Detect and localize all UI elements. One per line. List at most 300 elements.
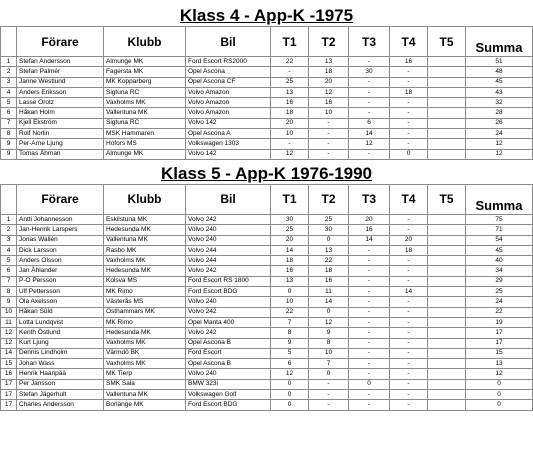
car-cell: Opel Ascona B xyxy=(186,359,271,369)
rank-cell: 4 xyxy=(1,87,17,97)
t5-cell xyxy=(428,139,466,149)
t2-cell: 12 xyxy=(309,87,349,97)
t4-cell: - xyxy=(390,348,428,358)
t3-cell: - xyxy=(349,400,390,410)
t5-cell xyxy=(428,87,466,97)
total-cell: 0 xyxy=(466,400,533,410)
t3-cell: 20 xyxy=(349,214,390,224)
section-title-klass-5: Klass 5 - App-K 1976-1990 xyxy=(160,163,373,183)
club-cell: Värmdö BK xyxy=(104,348,186,358)
t3-cell: - xyxy=(349,149,390,159)
total-cell: 12 xyxy=(466,149,533,159)
car-cell: Volvo 242 xyxy=(186,307,271,317)
car-cell: Volvo 242 xyxy=(186,328,271,338)
table-row xyxy=(1,317,533,327)
t4-cell: - xyxy=(390,77,428,87)
driver-cell: Stefan Jägerhult xyxy=(17,390,104,400)
t3-cell: 14 xyxy=(349,129,390,139)
t2-cell: 10 xyxy=(309,108,349,118)
rank-cell: 9 xyxy=(1,139,17,149)
t3-cell: 0 xyxy=(349,379,390,389)
rank-cell: 3 xyxy=(1,235,17,245)
t1-cell: 12 xyxy=(271,369,309,379)
total-cell: 0 xyxy=(466,379,533,389)
t1-header: T1 xyxy=(271,27,309,57)
car-cell: Volvo 240 xyxy=(186,369,271,379)
driver-cell: Johan Wass xyxy=(17,359,104,369)
rank-cell: 12 xyxy=(1,328,17,338)
t3-cell: 12 xyxy=(349,139,390,149)
driver-cell: Lasse Orotz xyxy=(17,98,104,108)
t3-cell: - xyxy=(349,338,390,348)
t5-cell xyxy=(428,359,466,369)
total-cell: 12 xyxy=(466,369,533,379)
t1-cell: 9 xyxy=(271,338,309,348)
rank-cell: 5 xyxy=(1,256,17,266)
table-row xyxy=(1,328,533,338)
table-row xyxy=(1,276,533,286)
t4-cell: - xyxy=(390,307,428,317)
rank-cell: 15 xyxy=(1,359,17,369)
club-cell: MK Rimo xyxy=(104,317,186,327)
results-table-klass-4 xyxy=(0,26,533,160)
t1-cell: 10 xyxy=(271,297,309,307)
total-cell: 43 xyxy=(466,87,533,97)
rank-cell: 11 xyxy=(1,317,17,327)
t4-cell: - xyxy=(390,214,428,224)
t1-cell: - xyxy=(271,67,309,77)
table-row xyxy=(1,139,533,149)
car-cell: Volvo Amazon xyxy=(186,87,271,97)
club-header: Klubb xyxy=(104,184,186,214)
club-cell: Sigtuna RC xyxy=(104,118,186,128)
table-row xyxy=(1,359,533,369)
t1-cell: 10 xyxy=(271,129,309,139)
t3-cell: 30 xyxy=(349,67,390,77)
t1-cell: 13 xyxy=(271,87,309,97)
t4-cell: - xyxy=(390,359,428,369)
t3-cell: - xyxy=(349,328,390,338)
table-row xyxy=(1,87,533,97)
t4-cell: 18 xyxy=(390,87,428,97)
t4-cell: 20 xyxy=(390,235,428,245)
summa-header: Summa xyxy=(466,184,533,214)
driver-cell: Stefan Andersson xyxy=(17,57,104,67)
t5-cell xyxy=(428,108,466,118)
driver-cell: Jonas Wallén xyxy=(17,235,104,245)
t5-cell xyxy=(428,400,466,410)
t3-cell: - xyxy=(349,359,390,369)
t3-cell: - xyxy=(349,297,390,307)
t3-cell: - xyxy=(349,57,390,67)
club-cell: Almunge MK xyxy=(104,57,186,67)
rank-cell: 4 xyxy=(1,245,17,255)
car-cell: Volvo 142 xyxy=(186,149,271,159)
table-row xyxy=(1,57,533,67)
total-cell: 51 xyxy=(466,57,533,67)
car-cell: Volkswagen 1303 xyxy=(186,139,271,149)
t3-cell: 6 xyxy=(349,118,390,128)
table-row xyxy=(1,390,533,400)
t3-cell: - xyxy=(349,348,390,358)
driver-cell: Charles Andersson xyxy=(17,400,104,410)
t5-cell xyxy=(428,276,466,286)
club-cell: MSK Hammaren xyxy=(104,129,186,139)
club-cell: MK Rimo xyxy=(104,287,186,297)
t1-cell: 30 xyxy=(271,214,309,224)
t4-cell: - xyxy=(390,379,428,389)
summa-header: Summa xyxy=(466,27,533,57)
driver-cell: Håkan Süld xyxy=(17,307,104,317)
t5-cell xyxy=(428,317,466,327)
t2-cell: 22 xyxy=(309,256,349,266)
t4-cell: - xyxy=(390,297,428,307)
driver-cell: Antti Johannesson xyxy=(17,214,104,224)
t1-cell: 0 xyxy=(271,400,309,410)
table-row xyxy=(1,256,533,266)
t1-cell: 13 xyxy=(271,276,309,286)
t2-cell: 7 xyxy=(309,359,349,369)
rank-cell: 5 xyxy=(1,98,17,108)
table-row xyxy=(1,118,533,128)
driver-cell: Per-Arne Ljung xyxy=(17,139,104,149)
t5-cell xyxy=(428,390,466,400)
club-cell: Hofors MS xyxy=(104,139,186,149)
rank-cell: 9 xyxy=(1,297,17,307)
total-cell: 28 xyxy=(466,108,533,118)
t4-cell: - xyxy=(390,108,428,118)
driver-cell: P-O Persson xyxy=(17,276,104,286)
t4-cell: 14 xyxy=(390,287,428,297)
t3-cell: - xyxy=(349,276,390,286)
t3-cell: - xyxy=(349,108,390,118)
t5-cell xyxy=(428,307,466,317)
t5-cell xyxy=(428,245,466,255)
total-cell: 25 xyxy=(466,287,533,297)
t4-header: T4 xyxy=(390,27,428,57)
total-cell: 45 xyxy=(466,245,533,255)
table-row xyxy=(1,369,533,379)
driver-cell: Tomas Åhman xyxy=(17,149,104,159)
t1-cell: 7 xyxy=(271,317,309,327)
t1-cell: 22 xyxy=(271,307,309,317)
rank-cell: 12 xyxy=(1,338,17,348)
table-row xyxy=(1,77,533,87)
rank-cell: 6 xyxy=(1,108,17,118)
driver-cell: Kjell Ekström xyxy=(17,118,104,128)
car-cell: Opel Ascona xyxy=(186,67,271,77)
t3-cell: - xyxy=(349,266,390,276)
t2-cell: 16 xyxy=(309,98,349,108)
club-cell: Hedesunda MK xyxy=(104,328,186,338)
t4-cell: - xyxy=(390,129,428,139)
driver-cell: Jan-Henrik Larspers xyxy=(17,225,104,235)
t5-cell xyxy=(428,348,466,358)
t4-cell: 0 xyxy=(390,149,428,159)
t3-header: T3 xyxy=(349,184,390,214)
t2-cell: 20 xyxy=(309,77,349,87)
t1-cell: - xyxy=(271,139,309,149)
car-cell: BMW 323i xyxy=(186,379,271,389)
t3-header: T3 xyxy=(349,27,390,57)
t3-cell: - xyxy=(349,98,390,108)
car-cell: Opel Ascona CF xyxy=(186,77,271,87)
rank-cell: 10 xyxy=(1,307,17,317)
t4-cell: - xyxy=(390,338,428,348)
t2-cell: - xyxy=(309,118,349,128)
car-cell: Volvo 244 xyxy=(186,245,271,255)
t4-cell: - xyxy=(390,276,428,286)
t5-cell xyxy=(428,338,466,348)
t4-cell: - xyxy=(390,317,428,327)
total-cell: 17 xyxy=(466,338,533,348)
total-cell: 34 xyxy=(466,266,533,276)
rank-cell: 8 xyxy=(1,129,17,139)
t3-cell: - xyxy=(349,287,390,297)
t4-cell: - xyxy=(390,369,428,379)
driver-header: Förare xyxy=(17,27,104,57)
t3-cell: - xyxy=(349,390,390,400)
total-cell: 24 xyxy=(466,129,533,139)
car-cell: Volvo 242 xyxy=(186,266,271,276)
t1-cell: 22 xyxy=(271,57,309,67)
driver-cell: Lotta Lundqvist xyxy=(17,317,104,327)
table-row xyxy=(1,235,533,245)
car-cell: Volvo 242 xyxy=(186,214,271,224)
driver-header: Förare xyxy=(17,184,104,214)
table-row xyxy=(1,67,533,77)
table-header-row xyxy=(1,27,533,57)
rank-header xyxy=(1,27,17,57)
table-row xyxy=(1,379,533,389)
table-row xyxy=(1,149,533,159)
total-cell: 13 xyxy=(466,359,533,369)
rank-cell: 17 xyxy=(1,390,17,400)
driver-cell: Rolf Norlin xyxy=(17,129,104,139)
t2-cell: 14 xyxy=(309,297,349,307)
t5-cell xyxy=(428,118,466,128)
t2-cell: 12 xyxy=(309,317,349,327)
t1-cell: 6 xyxy=(271,359,309,369)
t2-cell: 30 xyxy=(309,225,349,235)
t2-cell: 8 xyxy=(309,338,349,348)
rank-cell: 6 xyxy=(1,266,17,276)
t1-cell: 18 xyxy=(271,108,309,118)
t4-cell: - xyxy=(390,118,428,128)
t2-cell: - xyxy=(309,139,349,149)
t1-cell: 20 xyxy=(271,118,309,128)
total-cell: 22 xyxy=(466,307,533,317)
rank-cell: 8 xyxy=(1,287,17,297)
car-cell: Ford Escort xyxy=(186,348,271,358)
t2-cell: - xyxy=(309,400,349,410)
total-cell: 12 xyxy=(466,139,533,149)
driver-cell: Dennis Lindholm xyxy=(17,348,104,358)
rank-cell: 1 xyxy=(1,214,17,224)
t3-cell: - xyxy=(349,256,390,266)
rank-cell: 17 xyxy=(1,400,17,410)
t1-cell: 16 xyxy=(271,266,309,276)
table-row xyxy=(1,98,533,108)
driver-cell: Håkan Holm xyxy=(17,108,104,118)
rank-cell: 7 xyxy=(1,118,17,128)
t4-cell: - xyxy=(390,390,428,400)
club-cell: Vaxholms MK xyxy=(104,98,186,108)
rank-cell: 14 xyxy=(1,348,17,358)
total-cell: 45 xyxy=(466,77,533,87)
driver-cell: Kurt Ljung xyxy=(17,338,104,348)
total-cell: 32 xyxy=(466,98,533,108)
table-row xyxy=(1,225,533,235)
t2-cell: 13 xyxy=(309,245,349,255)
t3-cell: - xyxy=(349,245,390,255)
t4-cell: - xyxy=(390,256,428,266)
car-cell: Ford Escort RS2000 xyxy=(186,57,271,67)
t1-header: T1 xyxy=(271,184,309,214)
t2-cell: - xyxy=(309,149,349,159)
total-cell: 15 xyxy=(466,348,533,358)
car-cell: Ford Escort BDG xyxy=(186,287,271,297)
club-cell: Sigtuna RC xyxy=(104,87,186,97)
driver-cell: Ola Axelsson xyxy=(17,297,104,307)
club-cell: Vallentuna MK xyxy=(104,108,186,118)
table-row xyxy=(1,245,533,255)
t5-cell xyxy=(428,149,466,159)
t2-cell: - xyxy=(309,129,349,139)
t2-cell: - xyxy=(309,379,349,389)
t4-cell: - xyxy=(390,139,428,149)
table-row xyxy=(1,287,533,297)
t2-header: T2 xyxy=(309,184,349,214)
t5-cell xyxy=(428,328,466,338)
results-table-klass-5 xyxy=(0,184,533,411)
t5-cell xyxy=(428,67,466,77)
t5-cell xyxy=(428,369,466,379)
rank-cell: 7 xyxy=(1,276,17,286)
rank-cell: 17 xyxy=(1,379,17,389)
t5-cell xyxy=(428,77,466,87)
club-cell: Västerås MS xyxy=(104,297,186,307)
club-cell: Almunge MK xyxy=(104,149,186,159)
driver-cell: Stefan Palmér xyxy=(17,67,104,77)
car-cell: Opel Ascona B xyxy=(186,338,271,348)
t3-cell: 16 xyxy=(349,225,390,235)
t3-cell: - xyxy=(349,77,390,87)
t5-cell xyxy=(428,57,466,67)
car-cell: Ford Escort RS 1800 xyxy=(186,276,271,286)
driver-cell: Anders Eriksson xyxy=(17,87,104,97)
club-cell: Hedesunda MK xyxy=(104,266,186,276)
t2-cell: 16 xyxy=(309,276,349,286)
car-cell: Volvo 142 xyxy=(186,118,271,128)
total-cell: 24 xyxy=(466,297,533,307)
t4-cell: 18 xyxy=(390,245,428,255)
t5-cell xyxy=(428,98,466,108)
total-cell: 40 xyxy=(466,256,533,266)
club-cell: MK Tierp xyxy=(104,369,186,379)
t5-header: T5 xyxy=(428,184,466,214)
t4-cell: - xyxy=(390,400,428,410)
t1-cell: 0 xyxy=(271,379,309,389)
club-cell: MK Kopparberg xyxy=(104,77,186,87)
section-title-klass-4: Klass 4 - App-K -1975 xyxy=(179,6,354,25)
driver-cell: Kenth Östlund xyxy=(17,328,104,338)
driver-cell: Henrik Haanpää xyxy=(17,369,104,379)
rank-header xyxy=(1,184,17,214)
car-cell: Volvo 240 xyxy=(186,225,271,235)
t5-cell xyxy=(428,214,466,224)
car-header: Bil xyxy=(186,184,271,214)
driver-cell: Jan Åhlander xyxy=(17,266,104,276)
t3-cell: - xyxy=(349,307,390,317)
t2-cell: 25 xyxy=(309,214,349,224)
t3-cell: - xyxy=(349,369,390,379)
club-cell: Fagersta MK xyxy=(104,67,186,77)
driver-cell: Dick Larsson xyxy=(17,245,104,255)
car-cell: Volvo Amazon xyxy=(186,108,271,118)
t2-cell: 0 xyxy=(309,307,349,317)
t5-header: T5 xyxy=(428,27,466,57)
t2-cell: 18 xyxy=(309,67,349,77)
t5-cell xyxy=(428,225,466,235)
car-header: Bil xyxy=(186,27,271,57)
club-cell: Kolsva MS xyxy=(104,276,186,286)
t5-cell xyxy=(428,297,466,307)
total-cell: 0 xyxy=(466,390,533,400)
car-cell: Volkswagen Golf xyxy=(186,390,271,400)
club-cell: Vallentuna MK xyxy=(104,235,186,245)
t3-cell: - xyxy=(349,87,390,97)
total-cell: 54 xyxy=(466,235,533,245)
t5-cell xyxy=(428,129,466,139)
t5-cell xyxy=(428,287,466,297)
table-row xyxy=(1,307,533,317)
car-cell: Volvo 240 xyxy=(186,235,271,245)
t2-header: T2 xyxy=(309,27,349,57)
t1-cell: 0 xyxy=(271,287,309,297)
rank-cell: 2 xyxy=(1,67,17,77)
t2-cell: 18 xyxy=(309,266,349,276)
t4-cell: 16 xyxy=(390,57,428,67)
table-row xyxy=(1,297,533,307)
total-cell: 17 xyxy=(466,328,533,338)
t1-cell: 20 xyxy=(271,235,309,245)
table-row xyxy=(1,129,533,139)
t5-cell xyxy=(428,235,466,245)
table-row xyxy=(1,400,533,410)
table-row xyxy=(1,214,533,224)
rank-cell: 16 xyxy=(1,369,17,379)
driver-cell: Anders Olsson xyxy=(17,256,104,266)
t5-cell xyxy=(428,379,466,389)
rank-cell: 9 xyxy=(1,149,17,159)
t2-cell: 13 xyxy=(309,57,349,67)
table-row xyxy=(1,108,533,118)
car-cell: Opel Ascona A xyxy=(186,129,271,139)
t1-cell: 14 xyxy=(271,245,309,255)
total-cell: 19 xyxy=(466,317,533,327)
t2-cell: 9 xyxy=(309,328,349,338)
rank-cell: 2 xyxy=(1,225,17,235)
car-cell: Volvo Amazon xyxy=(186,98,271,108)
total-cell: 29 xyxy=(466,276,533,286)
car-cell: Opel Manta 400 xyxy=(186,317,271,327)
club-cell: Vaxholms MK xyxy=(104,256,186,266)
car-cell: Volvo 244 xyxy=(186,256,271,266)
t1-cell: 18 xyxy=(271,256,309,266)
t2-cell: 0 xyxy=(309,235,349,245)
t4-cell: - xyxy=(390,266,428,276)
